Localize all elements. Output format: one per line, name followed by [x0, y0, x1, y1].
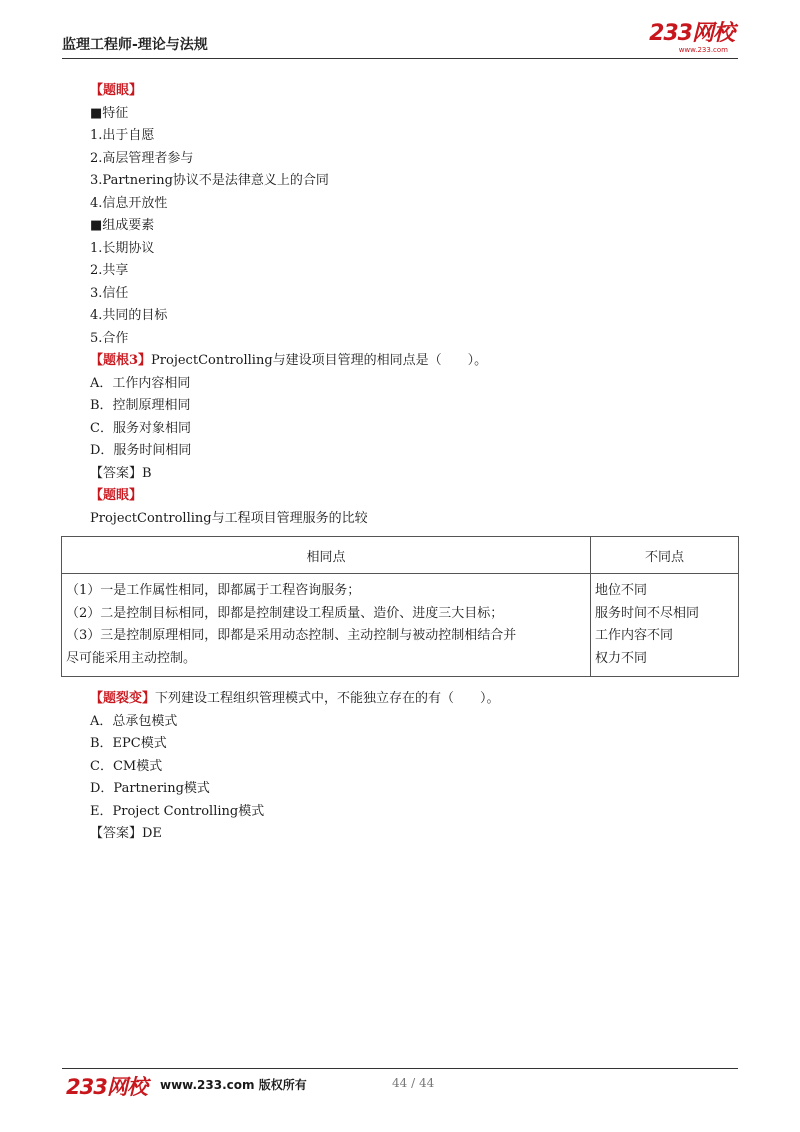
option-item: C．CM模式	[90, 758, 163, 774]
list-item: 5.合作	[90, 330, 129, 346]
option-item: D．服务时间相同	[90, 443, 192, 458]
table-line: （2）二是控制目标相同，即都是控制建设工程质量、造价、进度三大目标；	[66, 605, 504, 621]
list-item: ■特征	[90, 105, 129, 121]
table-caption: ProjectControlling与工程项目管理服务的比较	[90, 510, 368, 526]
option-item: A．工作内容相同	[90, 375, 191, 391]
question-stem: 【题裂变】下列建设工程组织管理模式中，不能独立存在的有（ ）。	[90, 691, 500, 706]
option-item: B．控制原理相同	[90, 398, 191, 413]
list-item: 4.信息开放性	[90, 195, 168, 211]
column-header: 相同点	[62, 537, 591, 574]
page-header	[62, 21, 738, 58]
list-item: 1.出于自愿	[90, 128, 155, 143]
question-stem: 【题根3】ProjectControlling与建设项目管理的相同点是（ ）。	[90, 353, 488, 368]
page-number: 44 / 44	[392, 1076, 435, 1090]
table-line: 权力不同	[595, 650, 648, 666]
comparison-table	[61, 536, 739, 677]
table-line: 工作内容不同	[595, 628, 674, 643]
header-divider	[62, 58, 738, 59]
option-item: A．总承包模式	[90, 713, 178, 729]
table-line: 尽可能采用主动控制。	[66, 650, 197, 666]
list-item: 1.长期协议	[90, 240, 155, 256]
section-tag: 【题眼】	[90, 488, 143, 503]
footer-logo[interactable]: 233网校	[66, 1075, 147, 1099]
answer: 【答案】B	[90, 465, 152, 481]
question-tag: 【题根3】	[90, 353, 152, 368]
different-points-cell	[591, 574, 739, 677]
same-points-cell	[62, 574, 591, 677]
table-row	[62, 574, 739, 677]
table-line: （3）三是控制原理相同，即都是采用动态控制、主动控制与被动控制相结合并	[66, 628, 517, 643]
option-item: E．Project Controlling模式	[90, 803, 265, 819]
logo-url: www.233.com	[678, 46, 728, 54]
list-item: 2.共享	[90, 263, 129, 278]
list-item: 3.信任	[90, 285, 129, 301]
table-line: 地位不同	[595, 583, 648, 598]
question-tag: 【题裂变】	[90, 691, 156, 706]
table-line: 服务时间不尽相同	[595, 605, 700, 621]
logo-text: 233网校	[649, 21, 734, 46]
page-footer	[62, 1072, 738, 1099]
option-item: B．EPC模式	[90, 736, 167, 751]
copyright-text: www.233.com 版权所有	[160, 1078, 307, 1092]
list-item: 2.高层管理者参与	[90, 150, 194, 166]
option-item: D．Partnering模式	[90, 781, 210, 796]
brand-logo[interactable]	[649, 22, 734, 54]
footer-divider	[62, 1068, 738, 1069]
list-item: ■组成要素	[90, 218, 155, 233]
header-title: 监理工程师-理论与法规	[62, 37, 208, 53]
table-header-row	[62, 537, 739, 574]
list-item: 3.Partnering协议不是法律意义上的合同	[90, 173, 329, 188]
column-header: 不同点	[591, 537, 739, 574]
table-line: （1）一是工作属性相同，即都属于工程咨询服务；	[66, 583, 361, 598]
section-tag: 【题眼】	[90, 83, 143, 98]
variant-question	[90, 688, 740, 846]
list-item: 4.共同的目标	[90, 308, 168, 323]
answer: 【答案】DE	[90, 826, 162, 841]
option-item: C．服务对象相同	[90, 420, 191, 436]
main-content	[90, 80, 740, 530]
